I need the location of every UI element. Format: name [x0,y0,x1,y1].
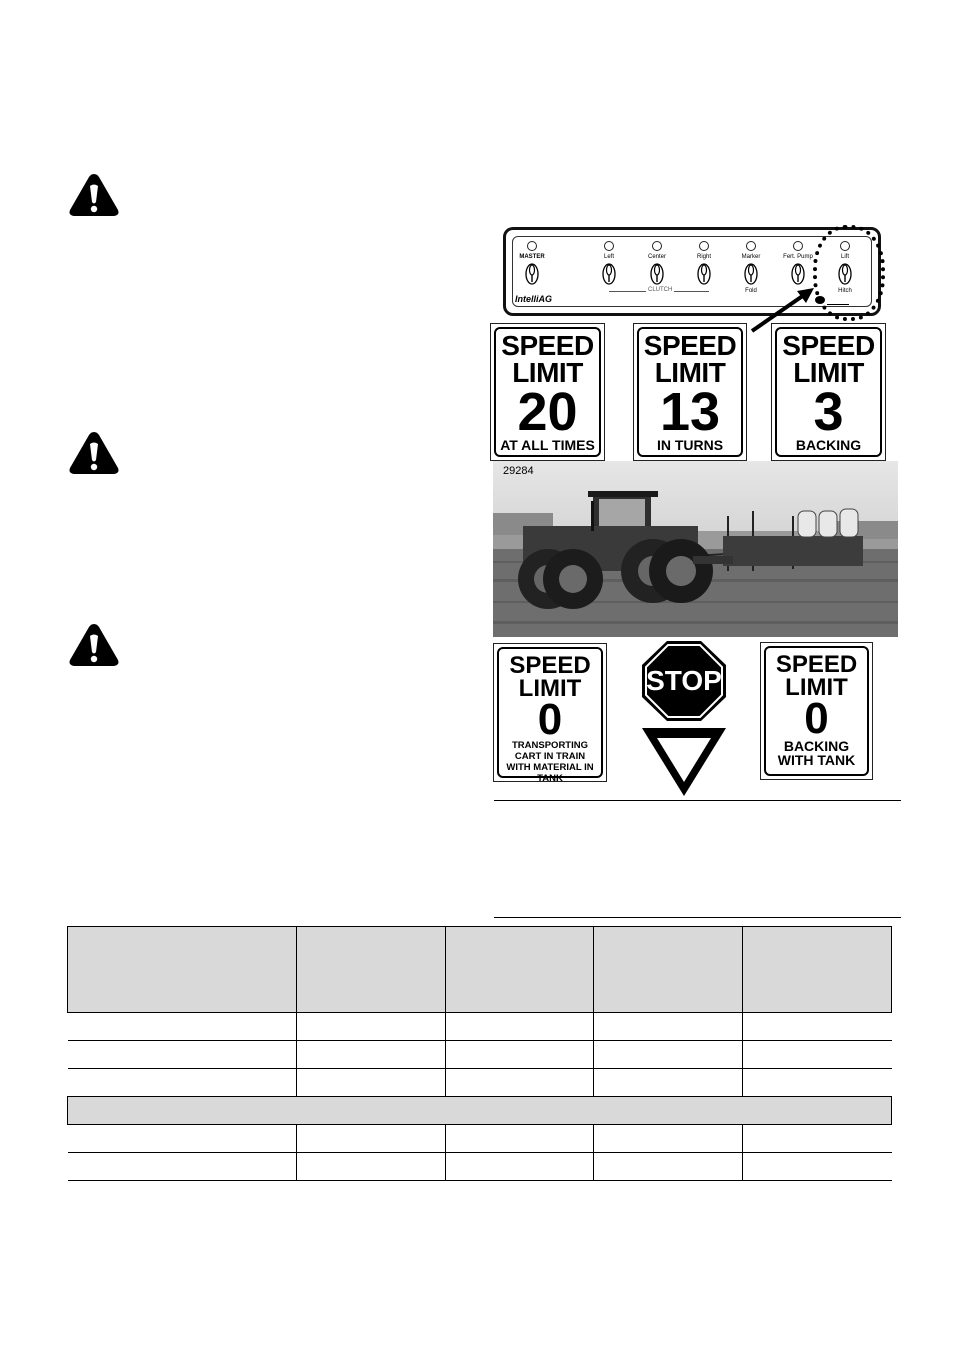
sign-number: 0 [804,694,829,743]
sign-word-speed: SPEED [509,652,591,679]
warning-triangle-icon [68,172,120,218]
table-row [68,1013,892,1041]
speed-limit-sign-20 [490,323,605,461]
switch-sublabel-hitch: Hitch [838,288,852,294]
switch-label-master: MASTER [519,254,545,260]
speed-limit-sign-13 [633,323,747,461]
caption-rule-bottom [494,917,901,918]
tractor-planter-photo [493,461,898,637]
caption-rule-top [494,800,901,801]
sign-footnote: AT ALL TIMES [500,437,595,453]
intelliag-brand-logo: IntelliAG [515,294,553,304]
switch-label-left: Left [603,254,614,260]
sign-number: 20 [517,382,578,442]
indicator-lamp [527,241,537,251]
table-row [68,1153,892,1181]
speed-limit-sign-3 [771,323,886,461]
photo-id-label: 29284 [503,465,534,477]
sign-number: 3 [813,382,844,442]
sign-footnote: BACKING WITH TANK [777,738,856,768]
left-clutch-toggle-switch[interactable] [602,263,616,285]
sign-number: 0 [537,695,563,744]
switch-label-lift: Lift [840,254,849,260]
table-row [68,1041,892,1069]
sign-word-speed: SPEED [501,330,594,361]
indicator-lamp [746,241,756,251]
sign-footnote: TRANSPORTING CART IN TRAIN WITH MATERIAL IN TANK [506,740,594,784]
sign-word-limit: LIMIT [785,674,848,701]
table-header-cell [296,927,445,1013]
table-header-cell [743,927,892,1013]
marker-fold-toggle-switch[interactable] [744,263,758,285]
indicator-lamp [652,241,662,251]
indicator-lamp [699,241,709,251]
sign-word-speed: SPEED [643,330,737,361]
sign-word-limit: LIMIT [654,357,726,388]
center-clutch-toggle-switch[interactable] [650,263,664,285]
stop-sign-text: STOP [646,665,722,696]
sign-face [764,646,869,776]
sign-footnote: BACKING [795,437,862,453]
sign-face [494,327,601,457]
sign-word-limit: LIMIT [518,675,582,702]
sign-footnote: IN TURNS [656,437,724,453]
switch-label-center: Center [647,254,666,260]
sign-word-speed: SPEED [775,651,858,678]
warning-triangle-icon [68,622,120,668]
switch-label-fert-pump: Fert. Pump [783,254,813,260]
switch-label-right: Right [696,254,711,260]
master-toggle-switch[interactable] [525,263,539,285]
sign-word-speed: SPEED [782,330,875,361]
indicator-lamp [604,241,614,251]
tractor-planter-illustration [493,461,898,637]
table-header-row [68,927,892,1013]
switch-label-marker: Marker [741,254,761,260]
indicator-lamp [793,241,803,251]
sign-face [637,327,743,457]
sign-word-limit: LIMIT [793,357,864,388]
speed-limit-sign-0-backing [760,642,873,780]
speed-limit-sign-0-transport [493,643,607,782]
sign-face [775,327,882,457]
highlight-dotted-circle [813,225,885,321]
sign-word-limit: LIMIT [512,357,583,388]
table-header-cell [68,927,297,1013]
fert-pump-toggle-switch[interactable] [791,263,805,285]
switch-sublabel-fold: Fold [745,288,757,294]
table-header-cell [445,927,594,1013]
right-clutch-toggle-switch[interactable] [697,263,711,285]
speed-table [67,926,892,1181]
yield-sign-icon [640,726,728,798]
warning-triangle-icon [68,430,120,476]
table-header-cell [594,927,743,1013]
sign-number: 13 [659,382,721,442]
sign-face [497,647,603,784]
table-row [68,1069,892,1097]
table-section-row [68,1097,892,1125]
clutch-group-label: CLUTCH [648,287,673,293]
table-row [68,1125,892,1153]
